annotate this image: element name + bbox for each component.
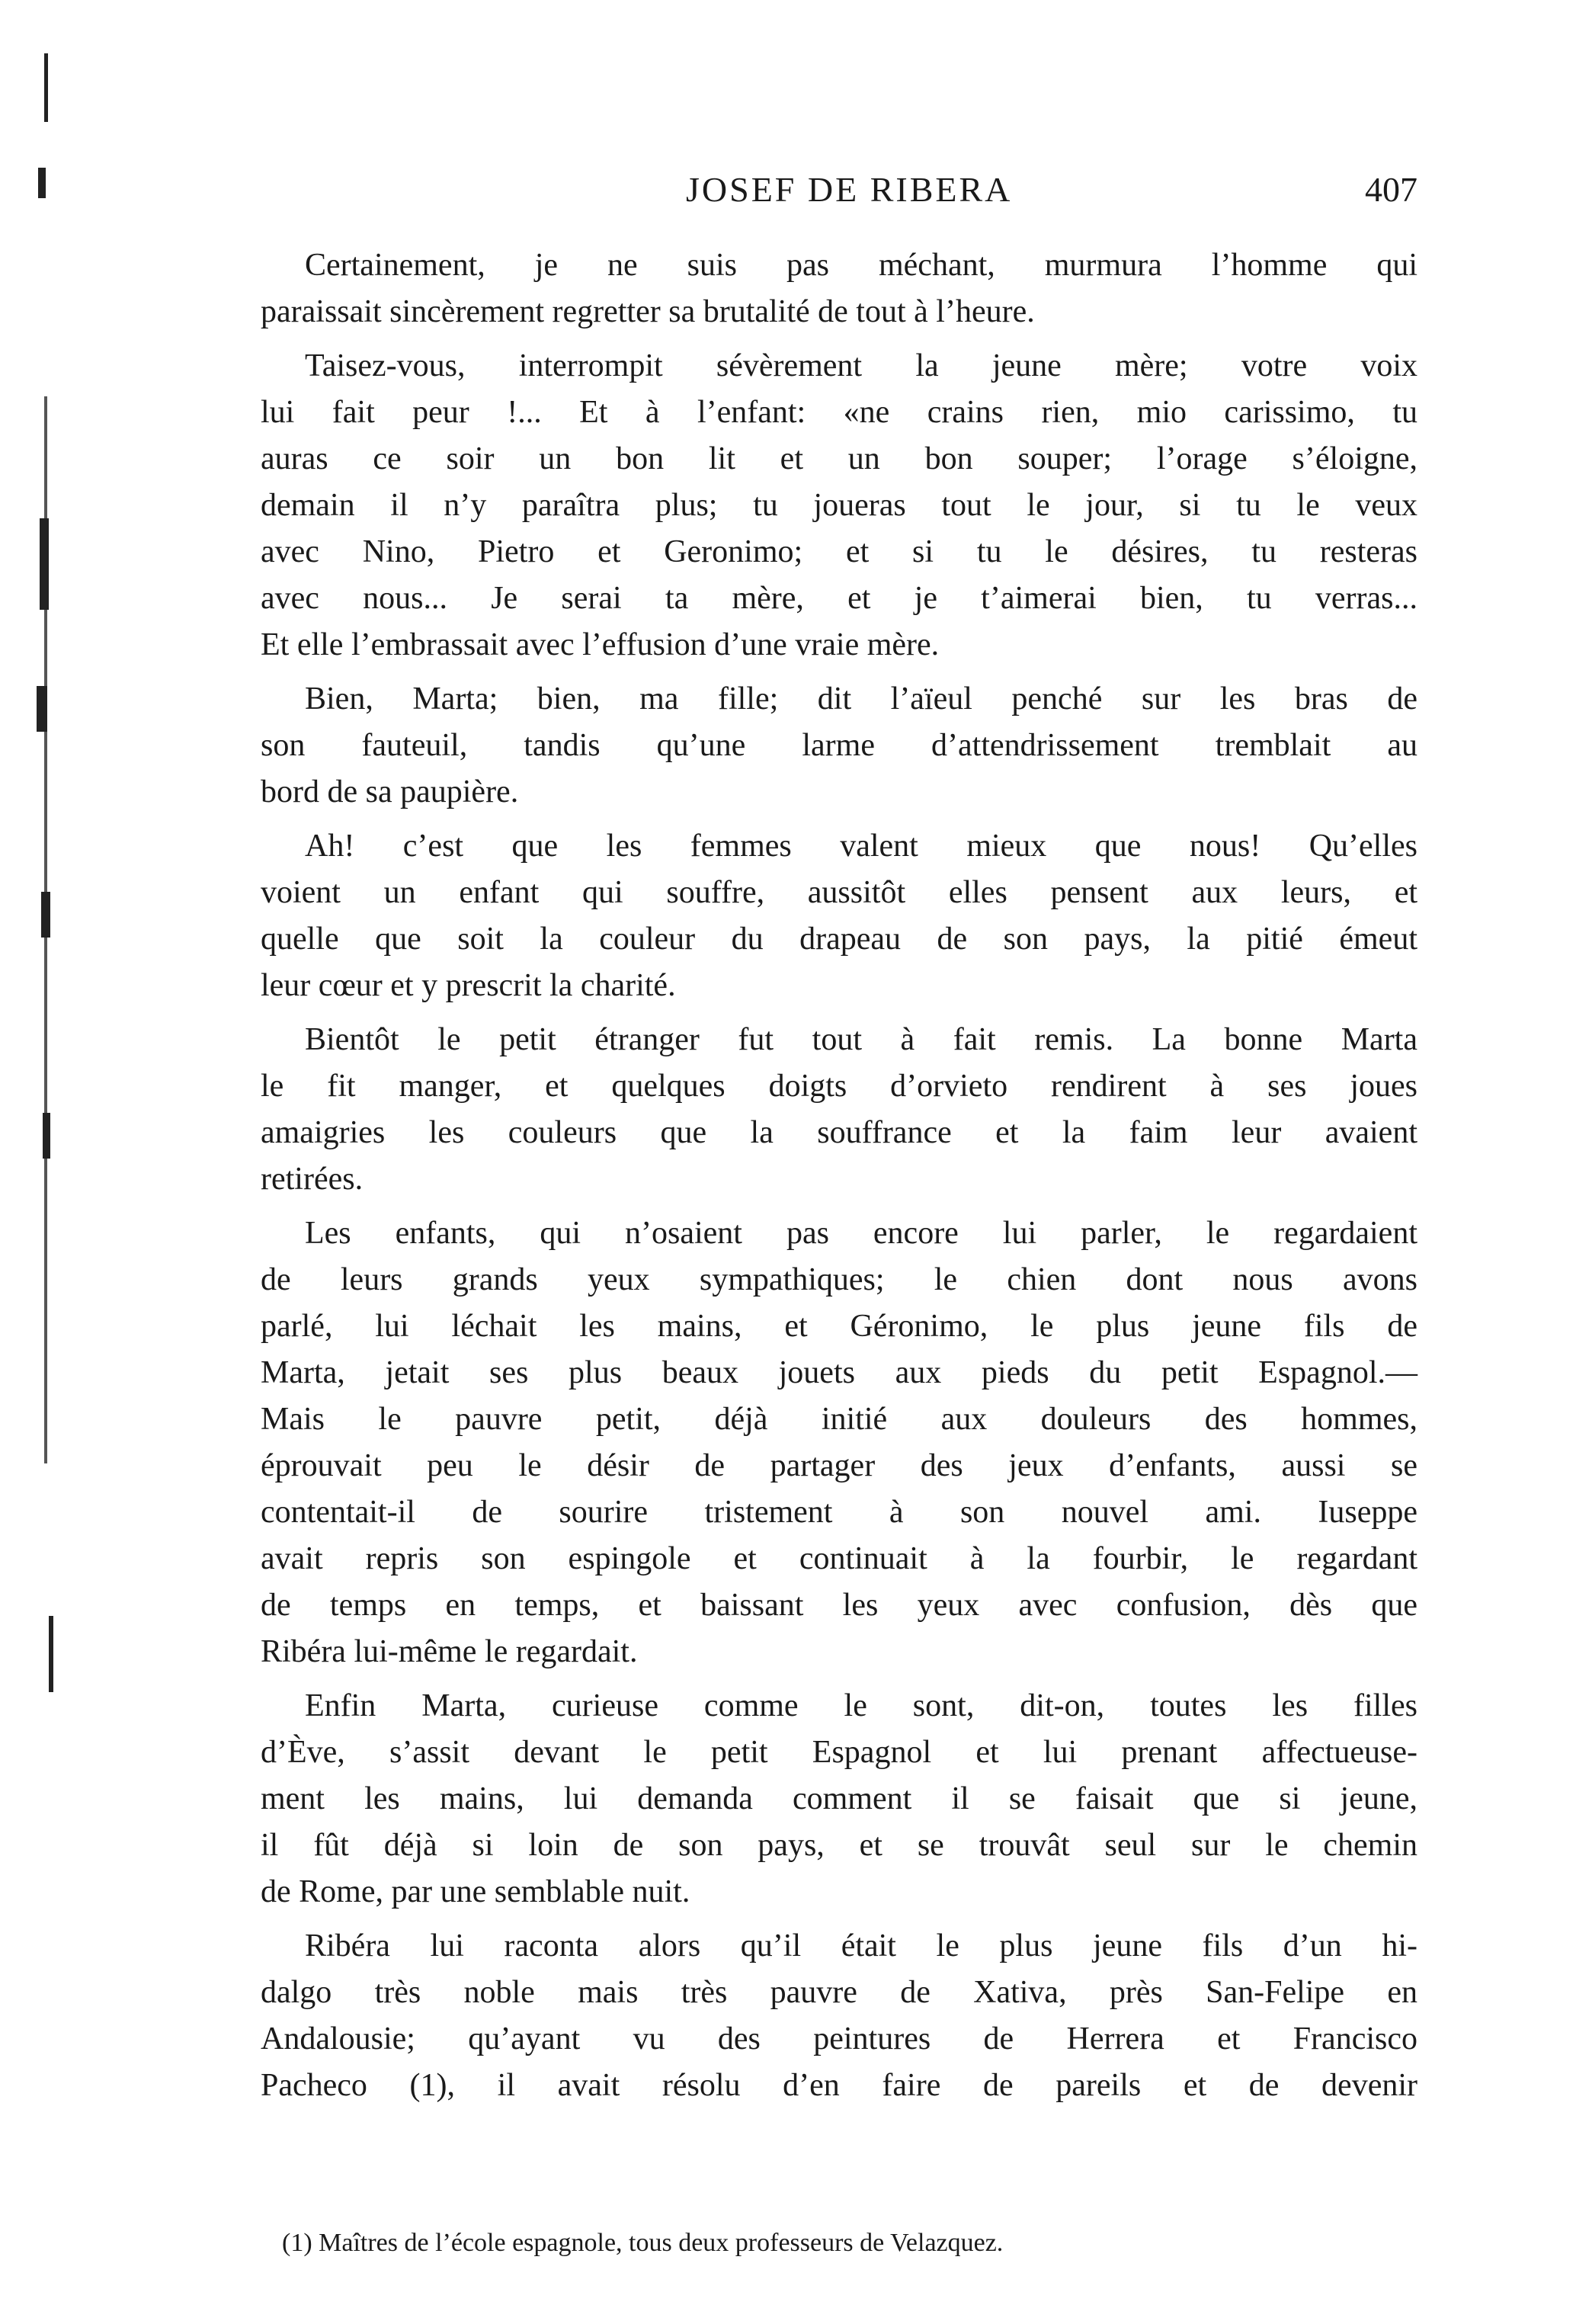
- page-number: 407: [1365, 170, 1417, 209]
- text-line: Mais le pauvre petit, déjà initié aux douleurs des hommes,: [261, 1402, 1417, 1437]
- text-line: leur cœur et y prescrit la charité.: [261, 968, 676, 1003]
- text-line: quelle que soit la couleur du drapeau de son pays, la pitié émeut: [261, 922, 1417, 957]
- text-line: Pacheco (1), il avait résolu d’en faire de pareils et de devenir: [261, 2068, 1417, 2103]
- text-line: Andalousie; qu’ayant vu des peintures de Herrera et Francisco: [261, 2021, 1417, 2056]
- paragraph: [261, 676, 1417, 816]
- text-line: retirées.: [261, 1162, 364, 1197]
- text-line: paraissait sincèrement regretter sa brutalité de tout à l’heure.: [261, 294, 1035, 329]
- text-line: avait repris son espingole et continuait à la fourbir, le regardant: [261, 1541, 1417, 1576]
- text-line: Ah! c’est que les femmes valent mieux que nous! Qu’elles: [305, 829, 1417, 864]
- text-line: de leurs grands yeux sympathiques; le chien dont nous avons: [261, 1262, 1417, 1297]
- text-line: avec nous... Je serai ta mère, et je t’aimerai bien, tu verras...: [261, 581, 1417, 616]
- paragraph: [261, 1683, 1417, 1915]
- running-head: [259, 169, 1417, 223]
- text-line: Bientôt le petit étranger fut tout à fait remis. La bonne Marta: [305, 1022, 1417, 1057]
- text-line: ment les mains, lui demanda comment il se faisait que si jeune,: [261, 1781, 1417, 1816]
- margin-mark: [38, 168, 46, 198]
- text-line: contentait-il de sourire tristement à son nouvel ami. Iuseppe: [261, 1495, 1417, 1530]
- text-line: bord de sa paupière.: [261, 774, 519, 809]
- text-line: Ribéra lui-même le regardait.: [261, 1634, 638, 1669]
- text-line: Taisez-vous, interrompit sévèrement la jeune mère; votre voix: [305, 348, 1417, 383]
- running-title: JOSEF DE RIBERA: [686, 170, 1013, 209]
- text-line: d’Ève, s’assit devant le petit Espagnol et lui prenant affectueuse-: [261, 1735, 1417, 1770]
- text-line: Et elle l’embrassait avec l’effusion d’une vraie mère.: [261, 627, 940, 662]
- paragraph: [261, 242, 1417, 335]
- text-line: parlé, lui léchait les mains, et Géronimo, le plus jeune fils de: [261, 1309, 1417, 1344]
- text-line: Ribéra lui raconta alors qu’il était le plus jeune fils d’un hi-: [305, 1928, 1417, 1963]
- body-text: [261, 242, 1417, 2109]
- margin-mark: [41, 892, 50, 938]
- footnote: (1) Maîtres de l’école espagnole, tous deux professeurs de Velazquez.: [282, 2229, 1004, 2257]
- margin-mark: [40, 518, 49, 610]
- text-line: son fauteuil, tandis qu’une larme d’attendrissement tremblait au: [261, 728, 1417, 763]
- text-line: voient un enfant qui souffre, aussitôt elles pensent aux leurs, et: [261, 875, 1417, 910]
- text-line: Les enfants, qui n’osaient pas encore lui parler, le regardaient: [305, 1216, 1417, 1251]
- margin-mark: [44, 53, 48, 122]
- text-line: Bien, Marta; bien, ma fille; dit l’aïeul penché sur les bras de: [305, 681, 1417, 716]
- margin-mark: [37, 686, 47, 732]
- text-line: il fût déjà si loin de son pays, et se trouvât seul sur le chemin: [261, 1828, 1417, 1863]
- text-line: auras ce soir un bon lit et un bon souper; l’orage s’éloigne,: [261, 441, 1417, 476]
- text-line: Marta, jetait ses plus beaux jouets aux pieds du petit Espagnol.—: [261, 1355, 1417, 1390]
- text-line: demain il n’y paraîtra plus; tu joueras tout le jour, si tu le veux: [261, 488, 1417, 523]
- text-line: de Rome, par une semblable nuit.: [261, 1874, 690, 1909]
- text-line: amaigries les couleurs que la souffrance et la faim leur avaient: [261, 1115, 1417, 1150]
- text-line: de temps en temps, et baissant les yeux avec confusion, dès que: [261, 1588, 1417, 1623]
- scan-margin-artifacts: [21, 30, 67, 1631]
- text-line: éprouvait peu le désir de partager des jeux d’enfants, aussi se: [261, 1448, 1417, 1483]
- paragraph: [261, 1210, 1417, 1675]
- paragraph: [261, 1017, 1417, 1203]
- margin-mark: [43, 1113, 50, 1159]
- text-line: lui fait peur !... Et à l’enfant: «ne crains rien, mio carissimo, tu: [261, 395, 1417, 430]
- text-line: Certainement, je ne suis pas méchant, murmura l’homme qui: [305, 248, 1417, 283]
- paragraph: [261, 343, 1417, 668]
- paragraph: [261, 1923, 1417, 2109]
- text-line: avec Nino, Pietro et Geronimo; et si tu le désires, tu resteras: [261, 534, 1417, 569]
- paragraph: [261, 823, 1417, 1009]
- margin-mark: [49, 1616, 53, 1692]
- text-line: Enfin Marta, curieuse comme le sont, dit-on, toutes les filles: [305, 1688, 1417, 1723]
- text-line: dalgo très noble mais très pauvre de Xativa, près San-Felipe en: [261, 1975, 1417, 2010]
- text-line: le fit manger, et quelques doigts d’orvieto rendirent à ses joues: [261, 1069, 1417, 1104]
